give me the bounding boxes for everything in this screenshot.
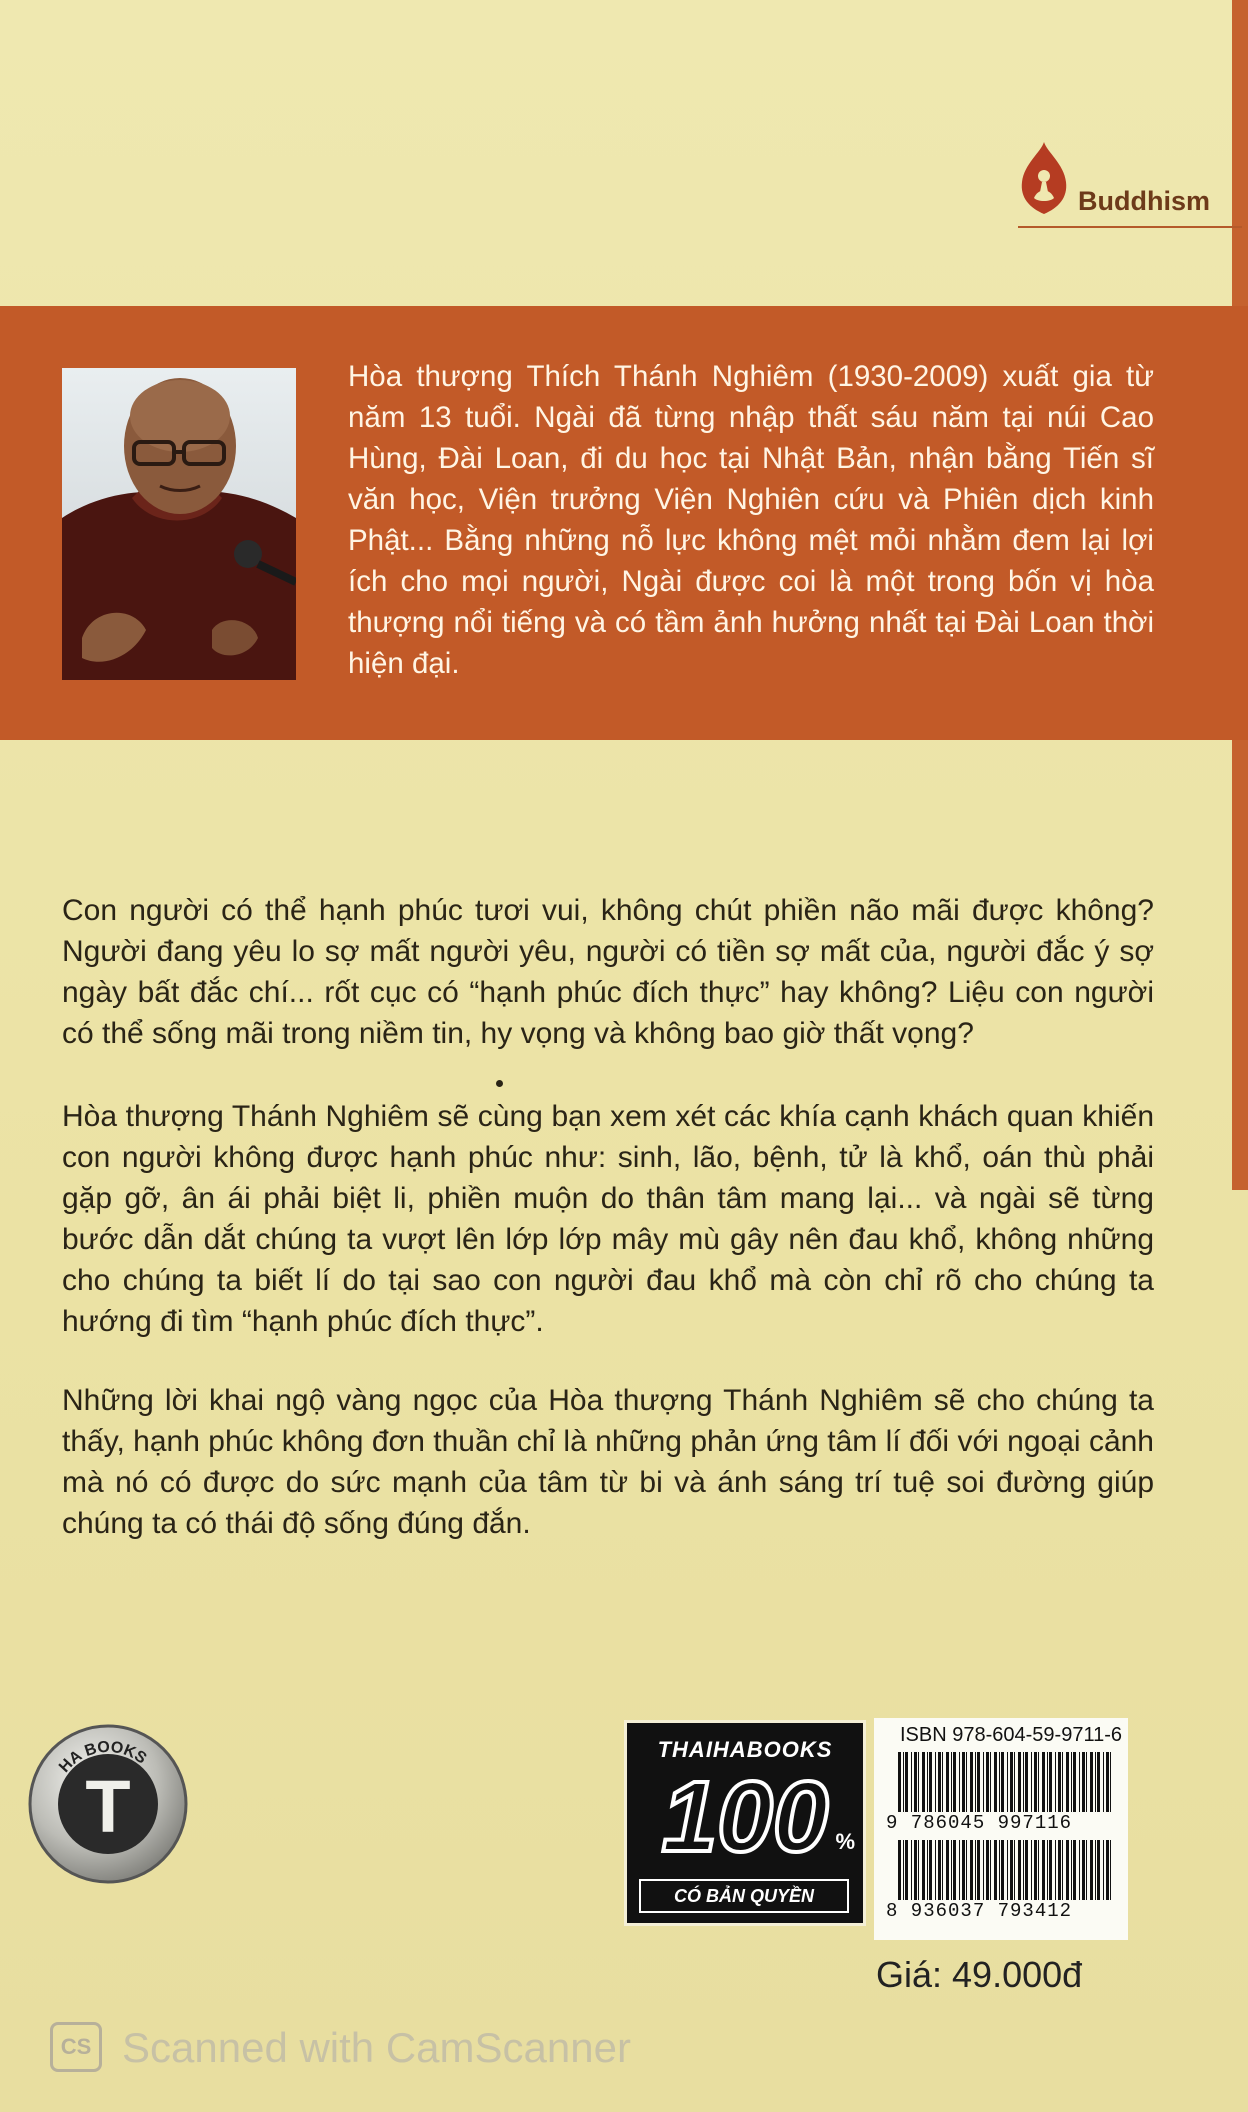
barcode-bar	[1082, 1752, 1085, 1812]
barcode-bar	[962, 1840, 965, 1900]
barcode-bar	[953, 1752, 956, 1812]
barcode-bar	[1049, 1752, 1052, 1812]
barcode-bar	[999, 1840, 1000, 1900]
barcode-bar	[1073, 1840, 1076, 1900]
barcode-bar	[1047, 1840, 1048, 1900]
barcode-bar	[1007, 1752, 1008, 1812]
barcode-bar	[1031, 1752, 1032, 1812]
barcode-bar	[1071, 1840, 1072, 1900]
barcode-bar	[1049, 1840, 1052, 1900]
publisher-hologram-seal	[26, 1722, 190, 1886]
barcode-bar	[1014, 1752, 1015, 1812]
barcode-bar	[1058, 1840, 1061, 1900]
barcode-bar	[1018, 1840, 1021, 1900]
barcode-bar	[959, 1752, 960, 1812]
barcode-bar	[935, 1840, 936, 1900]
barcode-bar	[914, 1840, 917, 1900]
barcode-bar	[1055, 1840, 1056, 1900]
watermark-text: Scanned with CamScanner	[122, 2024, 631, 2071]
barcode-bar	[1106, 1752, 1109, 1812]
brand-rule	[1018, 226, 1242, 228]
barcode-bar	[1066, 1840, 1069, 1900]
barcode-bar	[959, 1840, 960, 1900]
barcode-bar	[1047, 1752, 1048, 1812]
barcode-bar	[929, 1752, 932, 1812]
barcode-bar	[927, 1840, 928, 1900]
isbn-barcode	[898, 1752, 1114, 1812]
barcode-bar	[951, 1840, 952, 1900]
barcode-bar	[903, 1840, 904, 1900]
rights-subtitle: CÓ BẢN QUYỀN	[639, 1879, 849, 1913]
barcode-bar	[1023, 1840, 1024, 1900]
barcode-bar	[942, 1840, 943, 1900]
barcode-bar	[1001, 1840, 1004, 1900]
barcode-bar	[1079, 1840, 1080, 1900]
barcode-bar	[1058, 1752, 1061, 1812]
barcode-bar	[922, 1752, 925, 1812]
barcode-bar	[1062, 1752, 1063, 1812]
barcode-bar	[1042, 1840, 1045, 1900]
barcode-bar	[929, 1840, 932, 1900]
barcode-bar	[938, 1840, 941, 1900]
isbn-barcode-number: 9 786045 997116	[886, 1812, 1073, 1834]
barcode-bar	[1066, 1752, 1069, 1812]
barcode-bar	[1001, 1752, 1004, 1812]
barcode-panel	[874, 1718, 1128, 1940]
barcode-bar	[1095, 1840, 1096, 1900]
rights-number: 100	[661, 1761, 829, 1873]
barcode-bar	[1090, 1840, 1093, 1900]
barcode-bar	[975, 1840, 976, 1900]
brand-mark	[1018, 138, 1218, 228]
blurb-paragraph: Những lời khai ngộ vàng ngọc của Hòa thượng Thánh Nghiêm sẽ cho chúng ta thấy, hạnh phúc không đơn thuần chỉ là những phản ứng tâm lí đối với ngoại cảnh mà nó có được do sức mạnh của tâm từ bi và ánh sáng trí tuệ soi đường giúp chúng ta có thái độ sống đúng đắn.	[62, 1384, 1154, 1540]
barcode-bar	[1031, 1840, 1032, 1900]
barcode-bar	[898, 1752, 901, 1812]
barcode-bar	[951, 1752, 952, 1812]
rights-brand: THAIHABOOKS	[657, 1737, 833, 1762]
barcode-bar	[1055, 1752, 1056, 1812]
seal-letter: T	[85, 1765, 131, 1848]
ean-barcode	[898, 1840, 1114, 1900]
barcode-bar	[1103, 1752, 1104, 1812]
seal-text: HA BOOKS	[56, 1738, 150, 1776]
barcode-bar	[1025, 1752, 1028, 1812]
barcode-bar	[927, 1752, 928, 1812]
bodhi-leaf-icon	[1018, 138, 1070, 218]
barcode-bar	[1062, 1840, 1063, 1900]
barcode-bar	[1082, 1840, 1085, 1900]
camscanner-icon: CS	[50, 2022, 102, 2072]
barcode-bar	[914, 1752, 917, 1812]
ean-barcode-number: 8 936037 793412	[886, 1900, 1073, 1922]
barcode-bar	[986, 1752, 989, 1812]
barcode-bar	[935, 1752, 936, 1812]
barcode-bar	[1010, 1840, 1013, 1900]
blurb-paragraph: Con người có thể hạnh phúc tươi vui, không chút phiền não mãi được không? Người đang yêu lo sợ mất người yêu, người có tiền sợ mất của, người đắc ý sợ ngày bất đắc chí... rốt cục có “hạnh phúc đích thực” hay không? Liệu con người có thể sống mãi trong niềm tin, hy vọng và không bao giờ thất vọng?	[62, 894, 1154, 1050]
barcode-bar	[1110, 1840, 1111, 1900]
barcode-bar	[1071, 1752, 1072, 1812]
barcode-bar	[905, 1840, 908, 1900]
barcode-bar	[994, 1752, 997, 1812]
barcode-bar	[1023, 1752, 1024, 1812]
barcode-bar	[966, 1840, 967, 1900]
barcode-bar	[1086, 1840, 1087, 1900]
barcode-bar	[911, 1752, 912, 1812]
barcode-bar	[990, 1840, 991, 1900]
barcode-bar	[966, 1752, 967, 1812]
price-label: Giá: 49.000đ	[876, 1954, 1083, 1995]
barcode-bar	[1038, 1840, 1039, 1900]
barcode-bar	[1018, 1752, 1021, 1812]
author-bio-text: Hòa thượng Thích Thánh Nghiêm (1930-2009) xuất gia từ năm 13 tuổi. Ngài đã từng nhập thất sáu năm tại núi Cao Hùng, Đài Loan, đi du học tại Nhật Bản, nhận bằng Tiến sĩ văn học, Viện trưởng Viện Nghiên cứu và Phiên dịch kinh Phật... Bằng những nỗ lực không mệt mỏi nhằm đem lại lợi ích cho mọi người, Ngài được coi là một trong bốn vị hòa thượng nổi tiếng và có tầm ảnh hưởng nhất tại Đài Loan thời hiện đại.	[348, 360, 1154, 680]
barcode-bar	[1034, 1752, 1037, 1812]
barcode-bar	[1079, 1752, 1080, 1812]
barcode-bar	[938, 1752, 941, 1812]
barcode-bar	[1106, 1840, 1109, 1900]
barcode-bar	[970, 1840, 973, 1900]
rights-percent: %	[835, 1829, 855, 1854]
barcode-bar	[953, 1840, 956, 1900]
barcode-bar	[1086, 1752, 1087, 1812]
barcode-bar	[942, 1752, 943, 1812]
barcode-bar	[977, 1840, 980, 1900]
barcode-bar	[990, 1752, 991, 1812]
barcode-bar	[1097, 1752, 1100, 1812]
barcode-bar	[983, 1840, 984, 1900]
barcode-bar	[970, 1752, 973, 1812]
barcode-bar	[1025, 1840, 1028, 1900]
barcode-bar	[1007, 1840, 1008, 1900]
barcode-bar	[946, 1840, 949, 1900]
barcode-bar	[1038, 1752, 1039, 1812]
copyright-badge	[624, 1720, 866, 1926]
barcode-bar	[1090, 1752, 1093, 1812]
barcode-bar	[898, 1840, 901, 1900]
barcode-bar	[905, 1752, 908, 1812]
barcode-bar	[994, 1840, 997, 1900]
barcode-bar	[922, 1840, 925, 1900]
barcode-bar	[946, 1752, 949, 1812]
barcode-bar	[1073, 1752, 1076, 1812]
brand-label: Buddhism	[1078, 186, 1210, 216]
barcode-bar	[1103, 1840, 1104, 1900]
barcode-bar	[999, 1752, 1000, 1812]
barcode-bar	[1014, 1840, 1015, 1900]
barcode-bar	[1042, 1752, 1045, 1812]
isbn-label: ISBN 978-604-59-9711-6	[900, 1724, 1122, 1746]
author-portrait	[62, 368, 296, 680]
barcode-bar	[1034, 1840, 1037, 1900]
ink-dot	[496, 1080, 503, 1087]
barcode-bar	[977, 1752, 980, 1812]
barcode-bar	[918, 1840, 919, 1900]
barcode-bar	[983, 1752, 984, 1812]
blurb-paragraph: Hòa thượng Thánh Nghiêm sẽ cùng bạn xem xét các khía cạnh khách quan khiến con người không được hạnh phúc như: sinh, lão, bệnh, tử là khổ, oán thù phải gặp gỡ, ân ái phải biệt li, phiền muộn do thân tâm mang lại... và ngài sẽ từng bước dẫn dắt chúng ta vượt lên lớp lớp mây mù gây nên đau khổ, không những cho chúng ta biết lí do tại sao con người đau khổ mà còn chỉ rõ cho chúng ta hướng đi tìm “hạnh phúc đích thực”.	[62, 1100, 1154, 1338]
barcode-bar	[986, 1840, 989, 1900]
barcode-bar	[1095, 1752, 1096, 1812]
barcode-bar	[1097, 1840, 1100, 1900]
barcode-bar	[962, 1752, 965, 1812]
barcode-bar	[911, 1840, 912, 1900]
barcode-bar	[1110, 1752, 1111, 1812]
barcode-bar	[918, 1752, 919, 1812]
barcode-bar	[1010, 1752, 1013, 1812]
barcode-bar	[903, 1752, 904, 1812]
barcode-bar	[975, 1752, 976, 1812]
